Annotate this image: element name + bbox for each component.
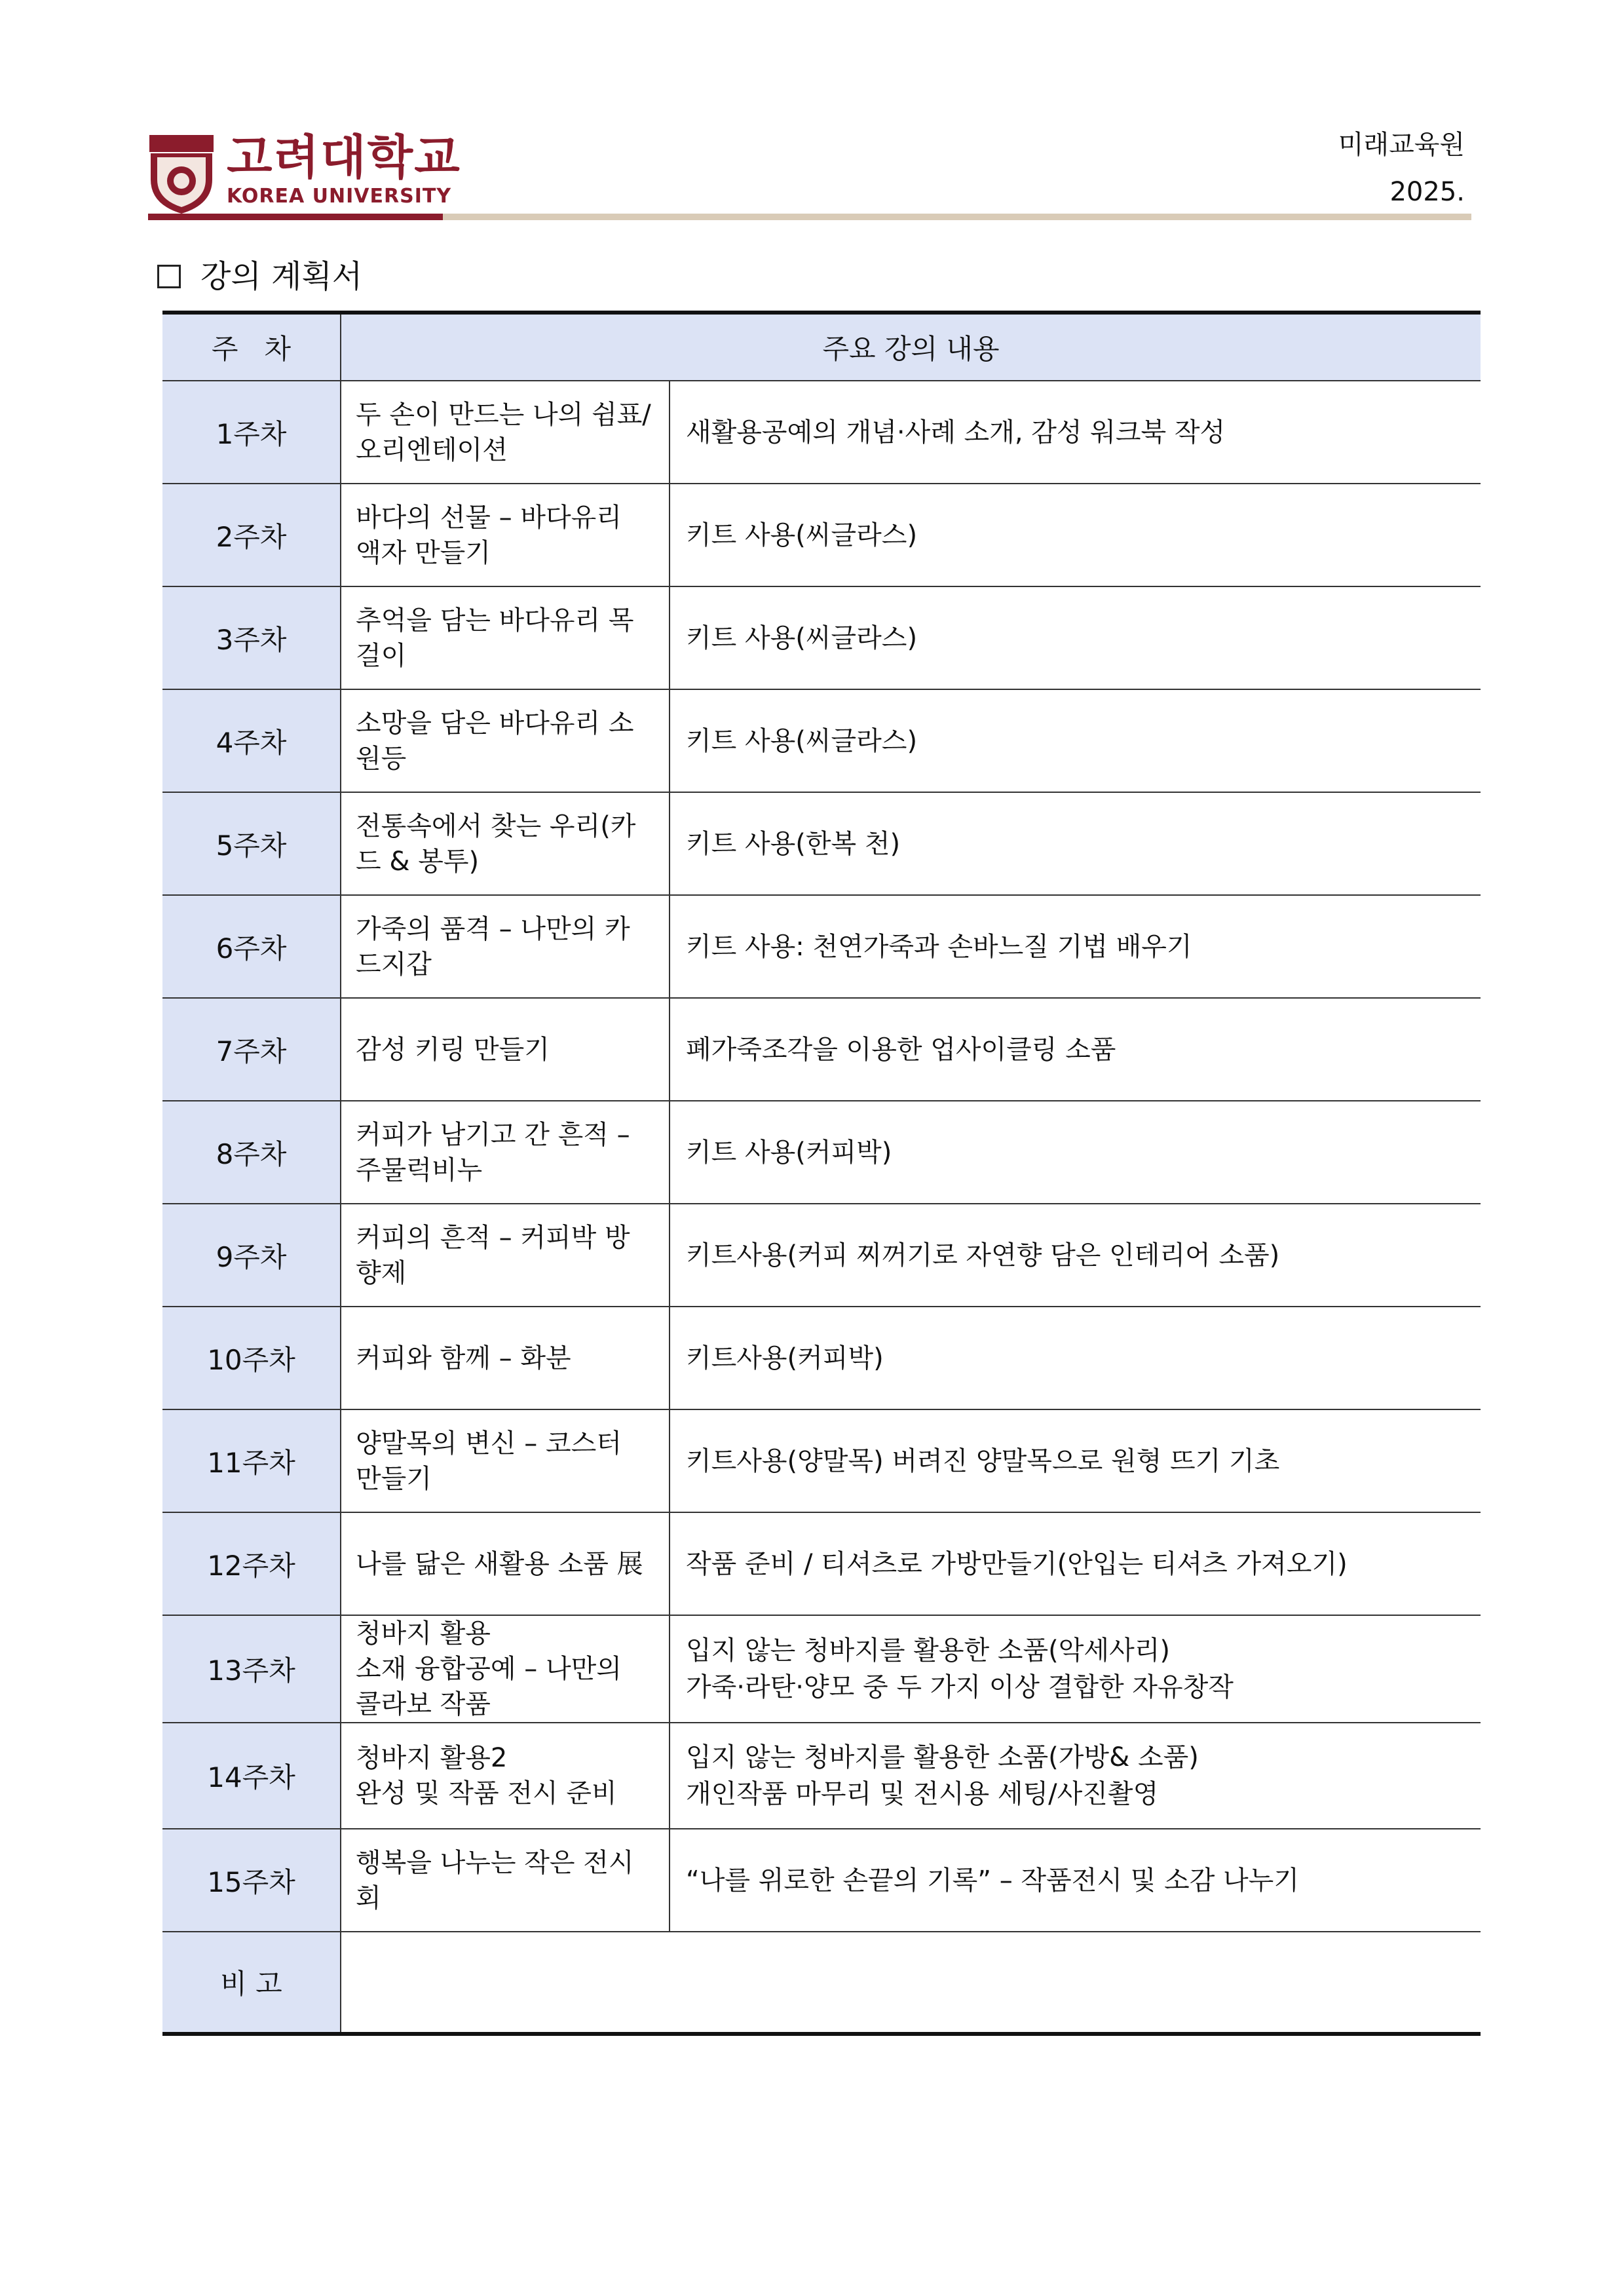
section-title-text: 강의 계획서 (200, 258, 363, 295)
table-row (162, 484, 1481, 586)
lesson-title: 추억을 담는 바다유리 목걸이 (341, 586, 670, 689)
section-title (157, 257, 362, 296)
header-rule (443, 214, 1471, 220)
header-content: 주요 강의 내용 (341, 313, 1481, 381)
lesson-content: 키트 사용(씨글라스) (670, 484, 1481, 586)
lecture-plan-table (162, 311, 1481, 2036)
week-cell: 14주차 (162, 1723, 341, 1829)
lesson-content: 키트사용(커피 찌꺼기로 자연향 담은 인테리어 소품) (670, 1204, 1481, 1307)
lesson-content: 새활용공예의 개념·사례 소개, 감성 워크북 작성 (670, 381, 1481, 484)
lesson-content: 키트 사용: 천연가죽과 손바느질 기법 배우기 (670, 895, 1481, 998)
lesson-title: 전통속에서 찾는 우리(카드 & 봉투) (341, 792, 670, 895)
table-row (162, 1723, 1481, 1829)
week-cell: 1주차 (162, 381, 341, 484)
week-cell: 10주차 (162, 1307, 341, 1409)
lesson-title: 행복을 나누는 작은 전시회 (341, 1829, 670, 1932)
week-cell: 7주차 (162, 998, 341, 1101)
week-cell: 6주차 (162, 895, 341, 998)
table-row (162, 1307, 1481, 1409)
lesson-title: 청바지 활용 소재 융합공예 – 나만의 콜라보 작품 (341, 1615, 670, 1723)
week-cell: 2주차 (162, 484, 341, 586)
lesson-title: 가죽의 품격 – 나만의 카드지갑 (341, 895, 670, 998)
week-cell: 13주차 (162, 1615, 341, 1723)
table-row (162, 1615, 1481, 1723)
week-cell: 3주차 (162, 586, 341, 689)
logo-korean-text: 고려대학교 (227, 130, 461, 185)
week-cell: 4주차 (162, 689, 341, 792)
document-year: 2025. (1389, 177, 1465, 207)
lesson-title: 커피가 남기고 간 흔적 – 주물럭비누 (341, 1101, 670, 1204)
table-row (162, 895, 1481, 998)
lesson-content: 키트사용(커피박) (670, 1307, 1481, 1409)
lesson-title: 나를 닮은 새활용 소품 展 (341, 1512, 670, 1615)
header-rule-accent (148, 214, 443, 220)
lesson-content: 키트 사용(한복 천) (670, 792, 1481, 895)
table-row (162, 586, 1481, 689)
table-row (162, 1409, 1481, 1512)
lesson-content: 폐가죽조각을 이용한 업사이클링 소품 (670, 998, 1481, 1101)
lesson-content: “나를 위로한 손끝의 기록” – 작품전시 및 소감 나누기 (670, 1829, 1481, 1932)
week-cell: 5주차 (162, 792, 341, 895)
lesson-title: 두 손이 만드는 나의 쉼표/오리엔테이션 (341, 381, 670, 484)
week-cell: 9주차 (162, 1204, 341, 1307)
note-label: 비 고 (162, 1932, 341, 2034)
table-row (162, 1829, 1481, 1932)
lesson-content: 키트 사용(씨글라스) (670, 689, 1481, 792)
table-header-row (162, 313, 1481, 381)
lesson-content: 작품 준비 / 티셔츠로 가방만들기(안입는 티셔츠 가져오기) (670, 1512, 1481, 1615)
lesson-title: 청바지 활용2 완성 및 작품 전시 준비 (341, 1723, 670, 1829)
lesson-title: 커피의 흔적 – 커피박 방향제 (341, 1204, 670, 1307)
table-row (162, 1204, 1481, 1307)
note-row (162, 1932, 1481, 2034)
lesson-content: 입지 않는 청바지를 활용한 소품(가방& 소품) 개인작품 마무리 및 전시용 세팅/사진촬영 (670, 1723, 1481, 1829)
table-row (162, 1101, 1481, 1204)
lesson-title: 커피와 함께 – 화분 (341, 1307, 670, 1409)
table-row (162, 998, 1481, 1101)
organization-name: 미래교육원 (1338, 130, 1465, 160)
table-row (162, 689, 1481, 792)
lesson-content: 입지 않는 청바지를 활용한 소품(악세사리) 가죽·라탄·양모 중 두 가지 이상 결합한 자유창작 (670, 1615, 1481, 1723)
lesson-content: 키트 사용(씨글라스) (670, 586, 1481, 689)
note-value (341, 1932, 1481, 2034)
lesson-title: 소망을 담은 바다유리 소원등 (341, 689, 670, 792)
table-row (162, 792, 1481, 895)
lesson-title: 양말목의 변신 – 코스터 만들기 (341, 1409, 670, 1512)
lesson-title: 감성 키링 만들기 (341, 998, 670, 1101)
week-cell: 12주차 (162, 1512, 341, 1615)
table-row (162, 1512, 1481, 1615)
table-row (162, 381, 1481, 484)
week-cell: 11주차 (162, 1409, 341, 1512)
week-cell: 8주차 (162, 1101, 341, 1204)
week-cell: 15주차 (162, 1829, 341, 1932)
lesson-content: 키트사용(양말목) 버려진 양말목으로 원형 뜨기 기초 (670, 1409, 1481, 1512)
checkbox-icon (157, 265, 181, 288)
lesson-title: 바다의 선물 – 바다유리 액자 만들기 (341, 484, 670, 586)
university-crest-icon (148, 134, 215, 215)
lesson-content: 키트 사용(커피박) (670, 1101, 1481, 1204)
document-header (148, 128, 1471, 227)
header-week: 주 차 (162, 313, 341, 381)
logo-english-text: KOREA UNIVERSITY (227, 185, 452, 208)
